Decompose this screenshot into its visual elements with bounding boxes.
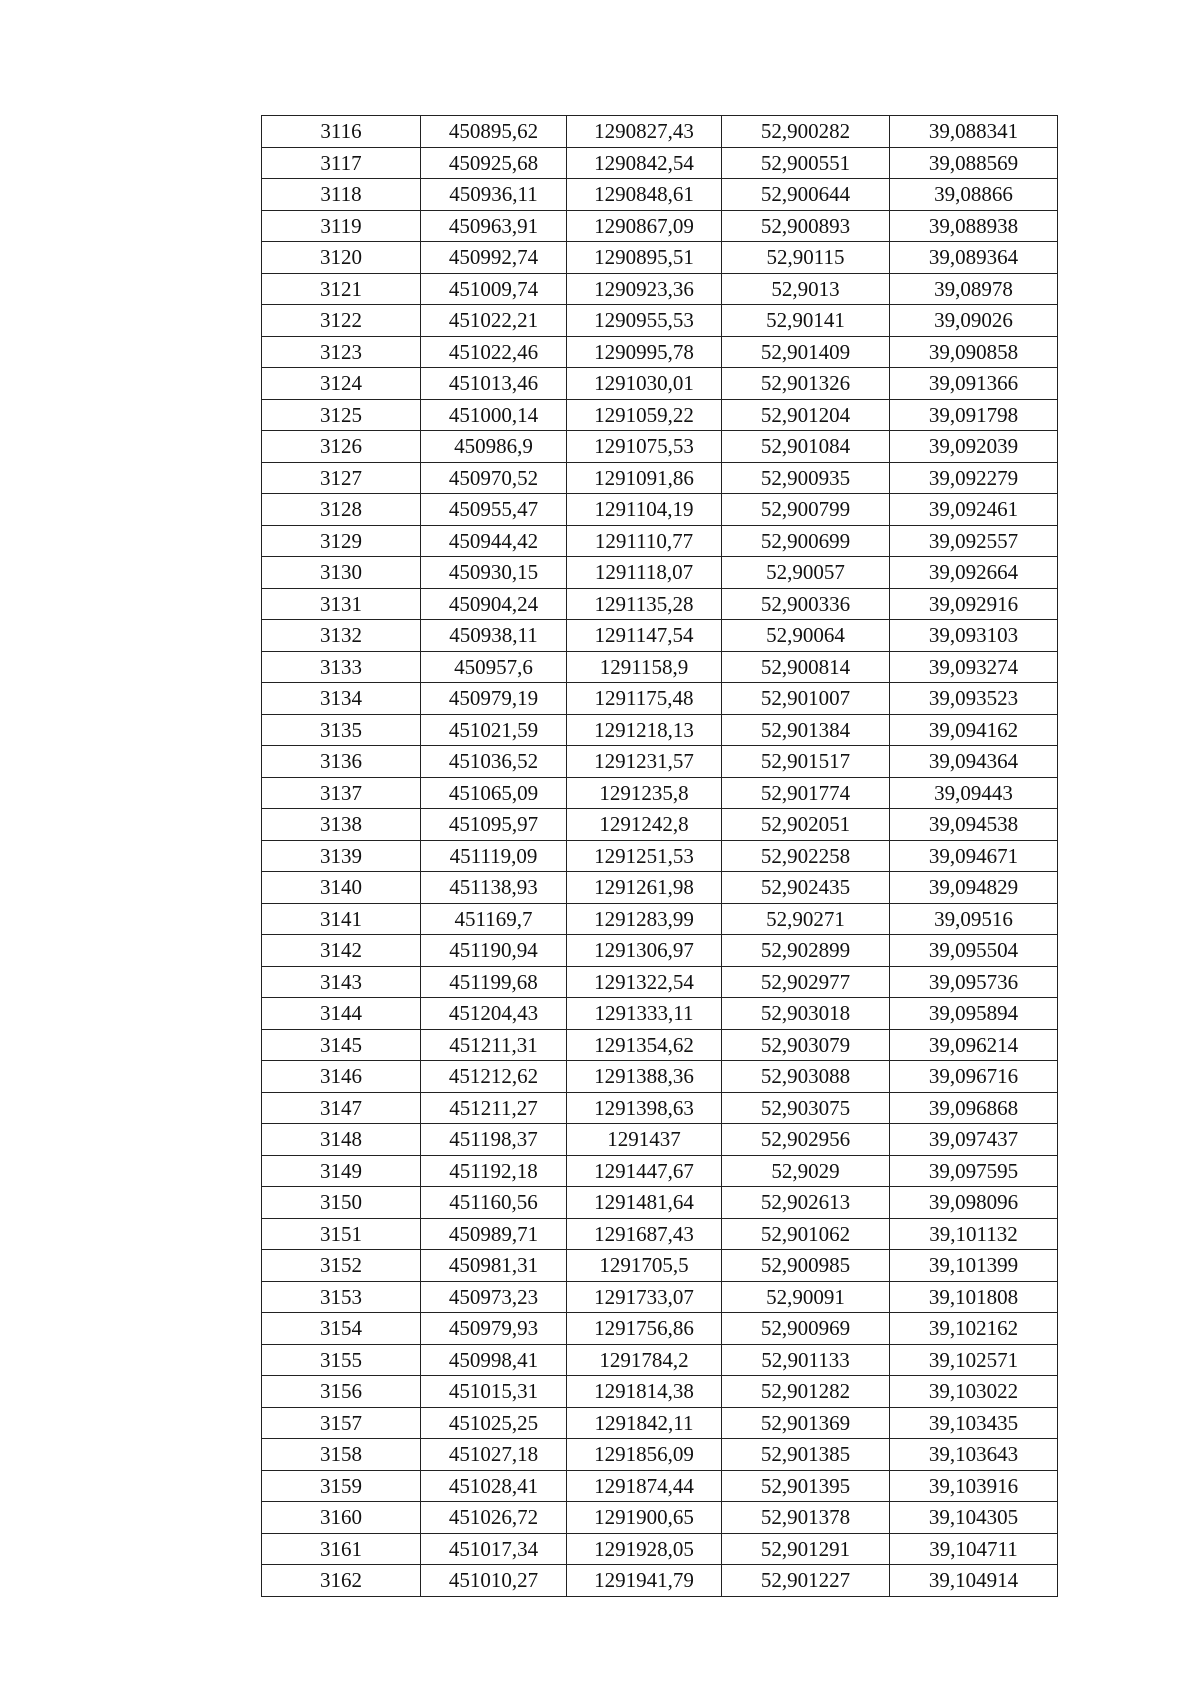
y-coordinate-cell: 1290867,09 (567, 210, 722, 242)
y-coordinate-cell: 1291251,53 (567, 840, 722, 872)
latitude-cell: 52,903018 (722, 998, 890, 1030)
coordinates-table (261, 115, 1058, 1597)
y-coordinate-cell: 1291687,43 (567, 1218, 722, 1250)
point-number-cell: 3133 (262, 651, 421, 683)
table-row (262, 1092, 1058, 1124)
latitude-cell: 52,902899 (722, 935, 890, 967)
latitude-cell: 52,9013 (722, 273, 890, 305)
y-coordinate-cell: 1291091,86 (567, 462, 722, 494)
y-coordinate-cell: 1291941,79 (567, 1565, 722, 1597)
table-row (262, 935, 1058, 967)
point-number-cell: 3120 (262, 242, 421, 274)
latitude-cell: 52,901369 (722, 1407, 890, 1439)
y-coordinate-cell: 1290842,54 (567, 147, 722, 179)
latitude-cell: 52,901204 (722, 399, 890, 431)
x-coordinate-cell: 451025,25 (421, 1407, 567, 1439)
latitude-cell: 52,901774 (722, 777, 890, 809)
y-coordinate-cell: 1291306,97 (567, 935, 722, 967)
point-number-cell: 3125 (262, 399, 421, 431)
longitude-cell: 39,092461 (890, 494, 1058, 526)
table-row (262, 840, 1058, 872)
point-number-cell: 3148 (262, 1124, 421, 1156)
table-row (262, 494, 1058, 526)
x-coordinate-cell: 450963,91 (421, 210, 567, 242)
x-coordinate-cell: 451027,18 (421, 1439, 567, 1471)
point-number-cell: 3144 (262, 998, 421, 1030)
x-coordinate-cell: 450957,6 (421, 651, 567, 683)
longitude-cell: 39,093274 (890, 651, 1058, 683)
y-coordinate-cell: 1291856,09 (567, 1439, 722, 1471)
table-row (262, 1376, 1058, 1408)
longitude-cell: 39,101399 (890, 1250, 1058, 1282)
longitude-cell: 39,094162 (890, 714, 1058, 746)
x-coordinate-cell: 451198,37 (421, 1124, 567, 1156)
table-row (262, 1124, 1058, 1156)
x-coordinate-cell: 450944,42 (421, 525, 567, 557)
longitude-cell: 39,09516 (890, 903, 1058, 935)
latitude-cell: 52,901384 (722, 714, 890, 746)
y-coordinate-cell: 1291283,99 (567, 903, 722, 935)
y-coordinate-cell: 1291481,64 (567, 1187, 722, 1219)
point-number-cell: 3124 (262, 368, 421, 400)
table-row (262, 651, 1058, 683)
longitude-cell: 39,104914 (890, 1565, 1058, 1597)
x-coordinate-cell: 451065,09 (421, 777, 567, 809)
table-row (262, 336, 1058, 368)
x-coordinate-cell: 451119,09 (421, 840, 567, 872)
longitude-cell: 39,102571 (890, 1344, 1058, 1376)
table-row (262, 179, 1058, 211)
latitude-cell: 52,901062 (722, 1218, 890, 1250)
longitude-cell: 39,092557 (890, 525, 1058, 557)
table-row (262, 1470, 1058, 1502)
x-coordinate-cell: 450979,93 (421, 1313, 567, 1345)
table-row (262, 399, 1058, 431)
y-coordinate-cell: 1291030,01 (567, 368, 722, 400)
longitude-cell: 39,095504 (890, 935, 1058, 967)
x-coordinate-cell: 450955,47 (421, 494, 567, 526)
longitude-cell: 39,096716 (890, 1061, 1058, 1093)
x-coordinate-cell: 450979,19 (421, 683, 567, 715)
point-number-cell: 3153 (262, 1281, 421, 1313)
table-row (262, 116, 1058, 148)
longitude-cell: 39,098096 (890, 1187, 1058, 1219)
x-coordinate-cell: 451026,72 (421, 1502, 567, 1534)
latitude-cell: 52,90115 (722, 242, 890, 274)
longitude-cell: 39,089364 (890, 242, 1058, 274)
longitude-cell: 39,093523 (890, 683, 1058, 715)
y-coordinate-cell: 1290955,53 (567, 305, 722, 337)
x-coordinate-cell: 451021,59 (421, 714, 567, 746)
x-coordinate-cell: 451022,21 (421, 305, 567, 337)
y-coordinate-cell: 1291110,77 (567, 525, 722, 557)
point-number-cell: 3149 (262, 1155, 421, 1187)
longitude-cell: 39,096868 (890, 1092, 1058, 1124)
longitude-cell: 39,103022 (890, 1376, 1058, 1408)
latitude-cell: 52,901385 (722, 1439, 890, 1471)
table-row (262, 305, 1058, 337)
point-number-cell: 3138 (262, 809, 421, 841)
point-number-cell: 3140 (262, 872, 421, 904)
latitude-cell: 52,900551 (722, 147, 890, 179)
table-row (262, 557, 1058, 589)
point-number-cell: 3147 (262, 1092, 421, 1124)
y-coordinate-cell: 1291874,44 (567, 1470, 722, 1502)
point-number-cell: 3128 (262, 494, 421, 526)
longitude-cell: 39,094364 (890, 746, 1058, 778)
x-coordinate-cell: 451211,31 (421, 1029, 567, 1061)
table-row (262, 431, 1058, 463)
latitude-cell: 52,900935 (722, 462, 890, 494)
table-row (262, 1502, 1058, 1534)
x-coordinate-cell: 451212,62 (421, 1061, 567, 1093)
y-coordinate-cell: 1291437 (567, 1124, 722, 1156)
point-number-cell: 3126 (262, 431, 421, 463)
x-coordinate-cell: 450970,52 (421, 462, 567, 494)
y-coordinate-cell: 1290923,36 (567, 273, 722, 305)
longitude-cell: 39,101132 (890, 1218, 1058, 1250)
longitude-cell: 39,09443 (890, 777, 1058, 809)
longitude-cell: 39,103916 (890, 1470, 1058, 1502)
table-row (262, 1187, 1058, 1219)
y-coordinate-cell: 1291147,54 (567, 620, 722, 652)
y-coordinate-cell: 1291333,11 (567, 998, 722, 1030)
table-row (262, 966, 1058, 998)
x-coordinate-cell: 451169,7 (421, 903, 567, 935)
x-coordinate-cell: 450973,23 (421, 1281, 567, 1313)
longitude-cell: 39,097437 (890, 1124, 1058, 1156)
point-number-cell: 3155 (262, 1344, 421, 1376)
point-number-cell: 3158 (262, 1439, 421, 1471)
longitude-cell: 39,096214 (890, 1029, 1058, 1061)
y-coordinate-cell: 1291075,53 (567, 431, 722, 463)
x-coordinate-cell: 450925,68 (421, 147, 567, 179)
point-number-cell: 3131 (262, 588, 421, 620)
table-row (262, 210, 1058, 242)
x-coordinate-cell: 451028,41 (421, 1470, 567, 1502)
longitude-cell: 39,092279 (890, 462, 1058, 494)
point-number-cell: 3145 (262, 1029, 421, 1061)
latitude-cell: 52,90091 (722, 1281, 890, 1313)
x-coordinate-cell: 451017,34 (421, 1533, 567, 1565)
latitude-cell: 52,902258 (722, 840, 890, 872)
latitude-cell: 52,901133 (722, 1344, 890, 1376)
x-coordinate-cell: 450938,11 (421, 620, 567, 652)
x-coordinate-cell: 451211,27 (421, 1092, 567, 1124)
point-number-cell: 3132 (262, 620, 421, 652)
table-row (262, 998, 1058, 1030)
table-row (262, 1313, 1058, 1345)
point-number-cell: 3150 (262, 1187, 421, 1219)
point-number-cell: 3162 (262, 1565, 421, 1597)
point-number-cell: 3137 (262, 777, 421, 809)
latitude-cell: 52,901084 (722, 431, 890, 463)
latitude-cell: 52,901282 (722, 1376, 890, 1408)
table-row (262, 1281, 1058, 1313)
y-coordinate-cell: 1291814,38 (567, 1376, 722, 1408)
latitude-cell: 52,90064 (722, 620, 890, 652)
x-coordinate-cell: 450986,9 (421, 431, 567, 463)
longitude-cell: 39,094671 (890, 840, 1058, 872)
point-number-cell: 3146 (262, 1061, 421, 1093)
longitude-cell: 39,091798 (890, 399, 1058, 431)
x-coordinate-cell: 451190,94 (421, 935, 567, 967)
x-coordinate-cell: 451138,93 (421, 872, 567, 904)
table-row (262, 1407, 1058, 1439)
point-number-cell: 3121 (262, 273, 421, 305)
latitude-cell: 52,900969 (722, 1313, 890, 1345)
point-number-cell: 3141 (262, 903, 421, 935)
latitude-cell: 52,901409 (722, 336, 890, 368)
longitude-cell: 39,095736 (890, 966, 1058, 998)
y-coordinate-cell: 1291842,11 (567, 1407, 722, 1439)
point-number-cell: 3143 (262, 966, 421, 998)
y-coordinate-cell: 1291218,13 (567, 714, 722, 746)
longitude-cell: 39,104305 (890, 1502, 1058, 1534)
point-number-cell: 3160 (262, 1502, 421, 1534)
point-number-cell: 3116 (262, 116, 421, 148)
longitude-cell: 39,088341 (890, 116, 1058, 148)
table-row (262, 714, 1058, 746)
longitude-cell: 39,094829 (890, 872, 1058, 904)
longitude-cell: 39,091366 (890, 368, 1058, 400)
latitude-cell: 52,901291 (722, 1533, 890, 1565)
x-coordinate-cell: 451010,27 (421, 1565, 567, 1597)
latitude-cell: 52,90271 (722, 903, 890, 935)
longitude-cell: 39,08866 (890, 179, 1058, 211)
y-coordinate-cell: 1291231,57 (567, 746, 722, 778)
y-coordinate-cell: 1291322,54 (567, 966, 722, 998)
latitude-cell: 52,901517 (722, 746, 890, 778)
x-coordinate-cell: 450998,41 (421, 1344, 567, 1376)
latitude-cell: 52,901326 (722, 368, 890, 400)
table-row (262, 462, 1058, 494)
point-number-cell: 3123 (262, 336, 421, 368)
table-row (262, 1155, 1058, 1187)
point-number-cell: 3130 (262, 557, 421, 589)
x-coordinate-cell: 451015,31 (421, 1376, 567, 1408)
x-coordinate-cell: 451022,46 (421, 336, 567, 368)
x-coordinate-cell: 450930,15 (421, 557, 567, 589)
y-coordinate-cell: 1291059,22 (567, 399, 722, 431)
longitude-cell: 39,092039 (890, 431, 1058, 463)
table-row (262, 746, 1058, 778)
point-number-cell: 3117 (262, 147, 421, 179)
longitude-cell: 39,103643 (890, 1439, 1058, 1471)
table-row (262, 872, 1058, 904)
y-coordinate-cell: 1291756,86 (567, 1313, 722, 1345)
table-row (262, 588, 1058, 620)
table-row (262, 620, 1058, 652)
latitude-cell: 52,901227 (722, 1565, 890, 1597)
y-coordinate-cell: 1291242,8 (567, 809, 722, 841)
longitude-cell: 39,103435 (890, 1407, 1058, 1439)
latitude-cell: 52,903079 (722, 1029, 890, 1061)
x-coordinate-cell: 451036,52 (421, 746, 567, 778)
x-coordinate-cell: 451013,46 (421, 368, 567, 400)
point-number-cell: 3157 (262, 1407, 421, 1439)
latitude-cell: 52,900336 (722, 588, 890, 620)
longitude-cell: 39,08978 (890, 273, 1058, 305)
latitude-cell: 52,900799 (722, 494, 890, 526)
x-coordinate-cell: 451095,97 (421, 809, 567, 841)
y-coordinate-cell: 1290848,61 (567, 179, 722, 211)
y-coordinate-cell: 1291398,63 (567, 1092, 722, 1124)
latitude-cell: 52,900985 (722, 1250, 890, 1282)
y-coordinate-cell: 1291104,19 (567, 494, 722, 526)
longitude-cell: 39,092916 (890, 588, 1058, 620)
latitude-cell: 52,903075 (722, 1092, 890, 1124)
latitude-cell: 52,90057 (722, 557, 890, 589)
y-coordinate-cell: 1291733,07 (567, 1281, 722, 1313)
y-coordinate-cell: 1291261,98 (567, 872, 722, 904)
point-number-cell: 3122 (262, 305, 421, 337)
longitude-cell: 39,088938 (890, 210, 1058, 242)
table-row (262, 1250, 1058, 1282)
longitude-cell: 39,095894 (890, 998, 1058, 1030)
x-coordinate-cell: 451009,74 (421, 273, 567, 305)
latitude-cell: 52,9029 (722, 1155, 890, 1187)
table-row (262, 273, 1058, 305)
table-row (262, 1533, 1058, 1565)
latitude-cell: 52,902613 (722, 1187, 890, 1219)
point-number-cell: 3151 (262, 1218, 421, 1250)
x-coordinate-cell: 450936,11 (421, 179, 567, 211)
latitude-cell: 52,902051 (722, 809, 890, 841)
point-number-cell: 3159 (262, 1470, 421, 1502)
y-coordinate-cell: 1290827,43 (567, 116, 722, 148)
y-coordinate-cell: 1291135,28 (567, 588, 722, 620)
point-number-cell: 3156 (262, 1376, 421, 1408)
point-number-cell: 3152 (262, 1250, 421, 1282)
latitude-cell: 52,900814 (722, 651, 890, 683)
latitude-cell: 52,900893 (722, 210, 890, 242)
table-row (262, 777, 1058, 809)
point-number-cell: 3129 (262, 525, 421, 557)
longitude-cell: 39,093103 (890, 620, 1058, 652)
y-coordinate-cell: 1291928,05 (567, 1533, 722, 1565)
point-number-cell: 3136 (262, 746, 421, 778)
longitude-cell: 39,088569 (890, 147, 1058, 179)
y-coordinate-cell: 1291900,65 (567, 1502, 722, 1534)
table-row (262, 903, 1058, 935)
longitude-cell: 39,097595 (890, 1155, 1058, 1187)
latitude-cell: 52,902435 (722, 872, 890, 904)
longitude-cell: 39,104711 (890, 1533, 1058, 1565)
longitude-cell: 39,101808 (890, 1281, 1058, 1313)
y-coordinate-cell: 1291158,9 (567, 651, 722, 683)
coordinates-table-body (262, 116, 1058, 1597)
longitude-cell: 39,090858 (890, 336, 1058, 368)
x-coordinate-cell: 451199,68 (421, 966, 567, 998)
table-row (262, 525, 1058, 557)
longitude-cell: 39,102162 (890, 1313, 1058, 1345)
table-row (262, 147, 1058, 179)
x-coordinate-cell: 451160,56 (421, 1187, 567, 1219)
longitude-cell: 39,094538 (890, 809, 1058, 841)
latitude-cell: 52,900644 (722, 179, 890, 211)
table-row (262, 1061, 1058, 1093)
x-coordinate-cell: 451000,14 (421, 399, 567, 431)
table-row (262, 1029, 1058, 1061)
table-row (262, 368, 1058, 400)
point-number-cell: 3134 (262, 683, 421, 715)
latitude-cell: 52,903088 (722, 1061, 890, 1093)
table-row (262, 1218, 1058, 1250)
y-coordinate-cell: 1291175,48 (567, 683, 722, 715)
latitude-cell: 52,900282 (722, 116, 890, 148)
y-coordinate-cell: 1291388,36 (567, 1061, 722, 1093)
y-coordinate-cell: 1290895,51 (567, 242, 722, 274)
point-number-cell: 3118 (262, 179, 421, 211)
point-number-cell: 3161 (262, 1533, 421, 1565)
longitude-cell: 39,09026 (890, 305, 1058, 337)
latitude-cell: 52,900699 (722, 525, 890, 557)
point-number-cell: 3135 (262, 714, 421, 746)
y-coordinate-cell: 1291235,8 (567, 777, 722, 809)
table-row (262, 1439, 1058, 1471)
x-coordinate-cell: 450904,24 (421, 588, 567, 620)
latitude-cell: 52,902956 (722, 1124, 890, 1156)
point-number-cell: 3119 (262, 210, 421, 242)
point-number-cell: 3154 (262, 1313, 421, 1345)
table-row (262, 1565, 1058, 1597)
table-row (262, 809, 1058, 841)
y-coordinate-cell: 1291447,67 (567, 1155, 722, 1187)
x-coordinate-cell: 451204,43 (421, 998, 567, 1030)
point-number-cell: 3127 (262, 462, 421, 494)
latitude-cell: 52,902977 (722, 966, 890, 998)
y-coordinate-cell: 1290995,78 (567, 336, 722, 368)
x-coordinate-cell: 450981,31 (421, 1250, 567, 1282)
table-row (262, 683, 1058, 715)
latitude-cell: 52,90141 (722, 305, 890, 337)
x-coordinate-cell: 450992,74 (421, 242, 567, 274)
latitude-cell: 52,901378 (722, 1502, 890, 1534)
y-coordinate-cell: 1291784,2 (567, 1344, 722, 1376)
table-row (262, 242, 1058, 274)
x-coordinate-cell: 450895,62 (421, 116, 567, 148)
latitude-cell: 52,901395 (722, 1470, 890, 1502)
y-coordinate-cell: 1291354,62 (567, 1029, 722, 1061)
y-coordinate-cell: 1291705,5 (567, 1250, 722, 1282)
y-coordinate-cell: 1291118,07 (567, 557, 722, 589)
point-number-cell: 3139 (262, 840, 421, 872)
table-row (262, 1344, 1058, 1376)
x-coordinate-cell: 451192,18 (421, 1155, 567, 1187)
longitude-cell: 39,092664 (890, 557, 1058, 589)
latitude-cell: 52,901007 (722, 683, 890, 715)
x-coordinate-cell: 450989,71 (421, 1218, 567, 1250)
point-number-cell: 3142 (262, 935, 421, 967)
